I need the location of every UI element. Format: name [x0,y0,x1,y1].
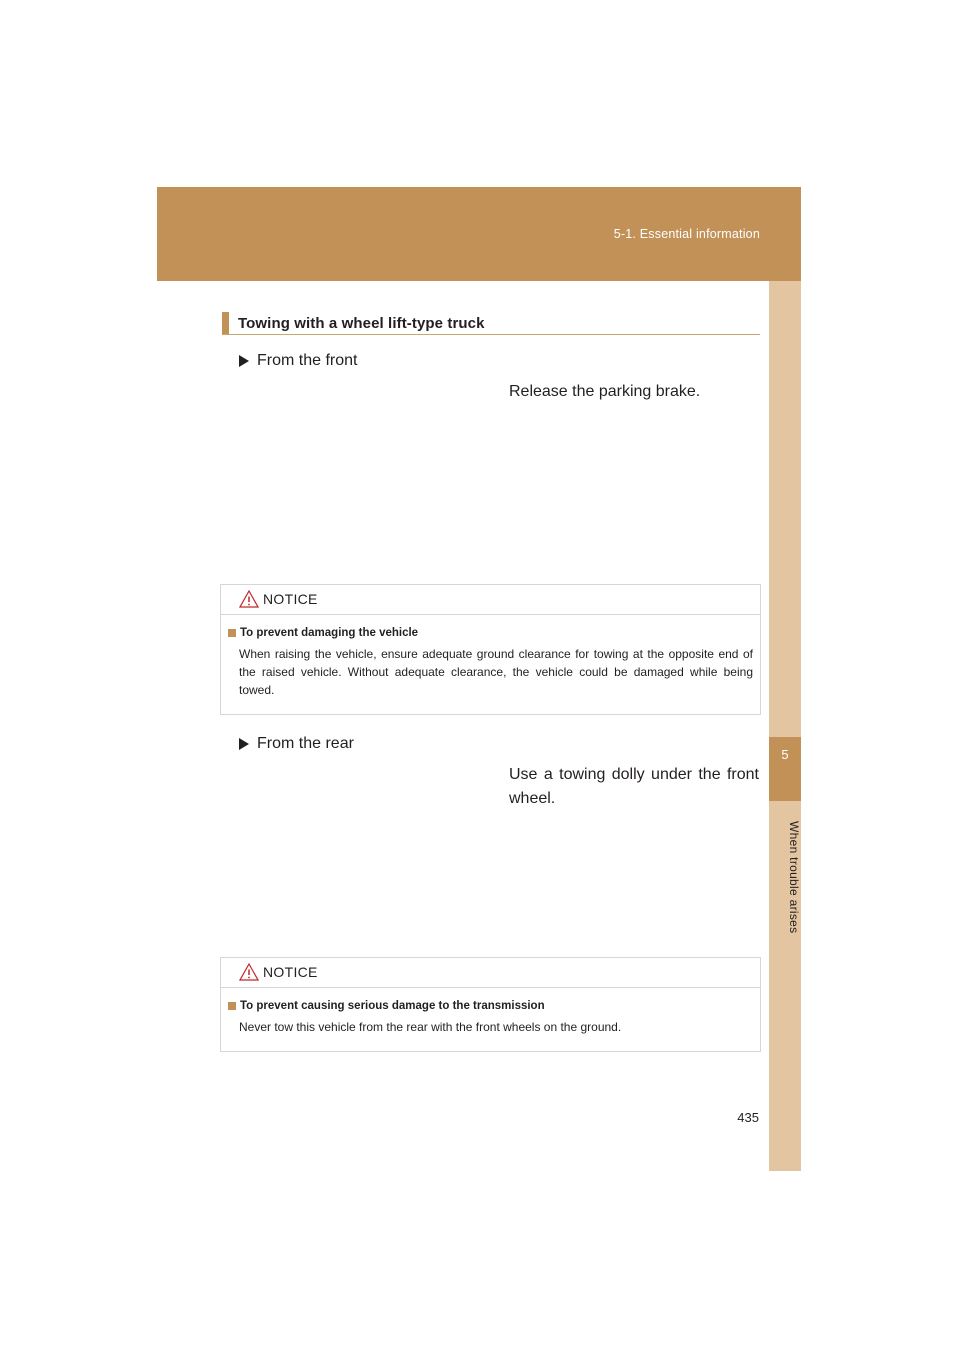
square-bullet-icon [228,629,236,637]
chapter-tab [769,737,801,801]
notice-title [228,1000,753,1012]
section-heading-text: Towing with a wheel lift-type truck [238,314,485,332]
front-label: From the front [257,352,358,369]
notice-label: NOTICE [263,591,318,607]
warning-icon [239,963,259,981]
notice-header [221,958,760,988]
triangle-bullet-icon [239,355,249,367]
square-bullet-icon [228,1002,236,1010]
notice-text: When raising the vehicle, ensure adequate ground clearance for towing at the opposite end of the raised vehicle. Without adequate clearance, the vehicle could be damaged while being towed. [239,647,753,697]
chapter-title [769,812,801,942]
notice-title-text: To prevent causing serious damage to the transmission [240,1000,545,1012]
triangle-bullet-icon [239,738,249,750]
notice-box-2 [220,957,761,1052]
rear-subheading [239,735,354,753]
notice-title-text: To prevent damaging the vehicle [240,627,419,639]
chapter-title-text: When trouble arises [787,820,801,934]
notice-title [228,627,753,639]
section-heading [222,312,760,335]
front-instruction: Release the parking brake. [509,383,701,400]
front-subheading [239,352,357,370]
notice-label: NOTICE [263,964,318,980]
chapter-side-strip [769,281,801,1171]
notice-text: Never tow this vehicle from the rear with the front wheels on the ground. [239,1020,622,1034]
header-section-title: 5-1. Essential information [613,227,760,241]
rear-label: From the rear [257,735,354,752]
notice-header [221,585,760,615]
chapter-number: 5 [781,747,789,762]
notice-box-1 [220,584,761,715]
rear-instruction: Use a towing dolly under the front wheel. [509,766,759,807]
page-number: 435 [737,1110,759,1125]
notice-body [221,615,760,714]
heading-marker [222,312,229,334]
header-bar [157,187,801,281]
warning-icon [239,590,259,608]
notice-body [221,988,760,1051]
